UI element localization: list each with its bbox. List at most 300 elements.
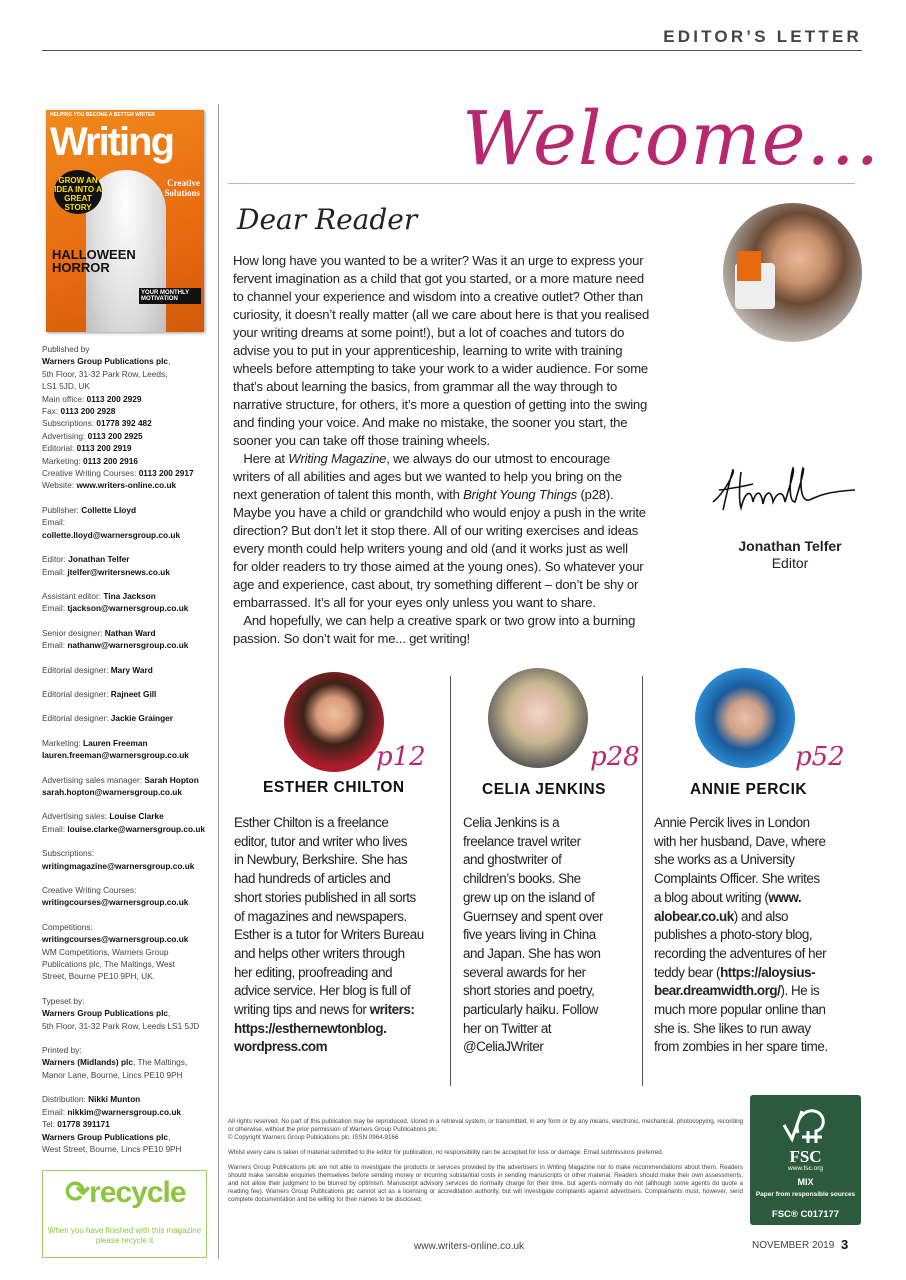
text-segment: Printed by: bbox=[42, 1045, 82, 1056]
bio-line bbox=[234, 964, 424, 983]
info-line bbox=[42, 774, 214, 786]
text-segment: teddy bear ( bbox=[654, 964, 721, 980]
contributor-name: CELIA JENKINS bbox=[482, 781, 606, 798]
letter-line bbox=[233, 432, 663, 450]
info-line bbox=[42, 590, 214, 602]
text-segment: Maybe you have a child or grandchild who would enjoy a push in the write bbox=[233, 505, 646, 520]
text-segment: direction? But don’t let it stop there. All of our writing exercises and ideas bbox=[233, 523, 639, 538]
bio-line bbox=[463, 851, 603, 870]
text-segment: age and experience, cast about, try something different – don’t be shy or bbox=[233, 577, 639, 592]
bio-line bbox=[234, 1020, 424, 1039]
text-segment: ) and also bbox=[733, 908, 789, 924]
publisher-info bbox=[42, 343, 214, 1167]
text-segment: Published by bbox=[42, 344, 90, 354]
legal-advertisers: Warners Group Publications plc are not able to investigate the products or services provided by the advertisers in Writing Magazine nor to make recommendations about them. Readers should make sensible enquiries themselves before sending money or incurring substantial costs in sending manuscripts or other material. Readers should make their own assessments, and not allow their judgment to be blurred by optimism. Manuscript advisory services do normally charge for their time, but agents normally do not (although some agents do quote a reading fee). Warners Group Publications plc cannot act as a licensing or accreditation authority, but will investigate complaints against advertisers. Complainants must, however, send complete documentation and be willing for their names to be disclosed. bbox=[228, 1164, 743, 1203]
text-segment: Publications plc, The Maltings, West bbox=[42, 959, 175, 970]
text-segment: Creative Writing Courses: bbox=[42, 885, 137, 895]
info-line bbox=[42, 847, 214, 859]
text-segment: LS1 5JD, UK bbox=[42, 381, 90, 392]
text-segment: Creative Writing Courses: bbox=[42, 468, 139, 479]
text-segment: Esther Chilton is a freelance bbox=[234, 815, 389, 830]
bio-line bbox=[463, 870, 603, 889]
text-segment: Collette Lloyd bbox=[81, 504, 137, 515]
info-line bbox=[42, 627, 214, 639]
text-segment: West Street, Bourne, Lincs PE10 9PH bbox=[42, 1143, 182, 1154]
info-line bbox=[42, 516, 214, 528]
bio-line bbox=[234, 908, 424, 927]
text-segment: Email: bbox=[42, 517, 66, 528]
info-line bbox=[42, 504, 214, 516]
letter-line bbox=[233, 324, 663, 342]
cover-creative: Creative Solutions bbox=[164, 178, 200, 198]
info-line bbox=[42, 737, 214, 749]
info-line bbox=[42, 380, 214, 392]
text-segment: ). He is bbox=[780, 983, 820, 999]
letter-line bbox=[233, 306, 663, 324]
letter-line bbox=[233, 522, 663, 540]
text-segment: 0113 200 2928 bbox=[60, 406, 116, 417]
text-segment: and Japan. She has won bbox=[463, 945, 601, 961]
text-segment: embarrassed. It’s all for your eyes only unless you want to share. bbox=[233, 595, 596, 610]
info-line bbox=[42, 393, 214, 405]
text-segment: Publisher: bbox=[42, 504, 82, 515]
text-segment: 0113 200 2916 bbox=[83, 455, 138, 466]
info-line bbox=[42, 1118, 214, 1130]
text-segment: Esther is a tutor for Writers Bureau bbox=[234, 927, 424, 943]
info-line bbox=[42, 417, 214, 429]
info-block bbox=[42, 847, 214, 872]
text-segment: Here at bbox=[233, 451, 289, 466]
sidebar-divider bbox=[218, 104, 219, 1259]
info-line bbox=[42, 566, 214, 578]
bio-line bbox=[463, 1038, 603, 1057]
info-block bbox=[42, 884, 214, 909]
bio-line bbox=[654, 926, 828, 945]
text-segment: Warners Group Publications plc bbox=[42, 1131, 169, 1142]
text-segment: Complaints Officer. She writes bbox=[654, 871, 820, 887]
cover-motivation: YOUR MONTHLY MOTIVATION bbox=[139, 288, 201, 304]
text-segment: fervent imagination as a child that got you started, or a more mature need bbox=[233, 271, 644, 286]
text-segment: and ghostwriter of bbox=[463, 852, 562, 868]
info-block bbox=[42, 590, 214, 615]
page-ref: p12 bbox=[376, 742, 426, 772]
text-segment: 0113 200 2919 bbox=[76, 443, 132, 454]
text-segment: Advertising sales: bbox=[42, 811, 110, 822]
text-segment: recording the adventures of her bbox=[654, 945, 827, 961]
info-line bbox=[42, 995, 214, 1007]
text-segment: curiosity, it doesn’t really matter (all we care about here is that you realised bbox=[233, 307, 650, 322]
text-segment: @CeliaJWriter bbox=[463, 1039, 544, 1055]
bio-line bbox=[463, 833, 603, 852]
text-segment: her on Twitter at bbox=[463, 1020, 552, 1036]
bio-line bbox=[463, 945, 603, 964]
footer-url[interactable]: www.writers-online.co.uk bbox=[414, 1241, 525, 1252]
bio-line bbox=[463, 814, 603, 833]
text-segment: Warners Group Publications plc bbox=[42, 1008, 169, 1019]
fsc-code: FSC® C017177 bbox=[771, 1209, 840, 1220]
letter-line bbox=[233, 252, 663, 270]
letter-line bbox=[233, 612, 663, 630]
text-segment: sarah.hopton@warnersgroup.co.uk bbox=[42, 786, 182, 797]
info-line bbox=[42, 810, 214, 822]
text-segment: much more popular online than bbox=[654, 1002, 826, 1018]
letter-line bbox=[233, 630, 663, 648]
contributor-name: ANNIE PERCIK bbox=[690, 781, 808, 798]
info-line bbox=[42, 602, 214, 614]
text-segment: Editorial: bbox=[42, 443, 77, 454]
info-line bbox=[42, 639, 214, 651]
editor-role: Editor bbox=[771, 555, 809, 571]
text-segment: Marketing: bbox=[42, 455, 84, 466]
text-segment: that’s about learning the basics, from grammar all the way through to bbox=[233, 379, 618, 394]
cover-headline: HALLOWEEN HORROR bbox=[52, 247, 136, 275]
letter-line bbox=[233, 558, 663, 576]
info-block bbox=[42, 664, 214, 676]
text-segment: 5th Floor, 31-32 Park Row, Leeds LS1 5JD bbox=[42, 1020, 200, 1031]
greeting: Dear Reader bbox=[237, 203, 418, 236]
bio-line bbox=[234, 889, 424, 908]
text-segment: Advertising: bbox=[42, 430, 88, 441]
letter-line bbox=[233, 414, 663, 432]
text-segment: (p28). bbox=[577, 487, 614, 502]
info-line bbox=[42, 786, 214, 798]
bio-line bbox=[654, 1001, 828, 1020]
info-line bbox=[42, 970, 214, 982]
text-segment: Subscriptions: bbox=[42, 848, 95, 859]
info-line bbox=[42, 553, 214, 565]
text-segment: sooner you can take off those training wheels. bbox=[233, 433, 490, 448]
text-segment: she works as a University bbox=[654, 852, 795, 868]
info-line bbox=[42, 896, 214, 908]
letter-line bbox=[233, 540, 663, 558]
info-line bbox=[42, 1106, 214, 1118]
text-segment: Mary Ward bbox=[110, 664, 153, 675]
info-line bbox=[42, 1143, 214, 1155]
bio-line bbox=[463, 964, 603, 983]
text-segment: she is. She likes to run away bbox=[654, 1020, 811, 1036]
text-segment: How long have you wanted to be a writer? Was it an urge to express your bbox=[233, 253, 644, 268]
text-segment: 01778 392 482 bbox=[96, 418, 152, 429]
bio-line bbox=[463, 1020, 603, 1039]
letter-line bbox=[233, 342, 663, 360]
text-segment: Tina Jackson bbox=[103, 590, 156, 601]
info-line bbox=[42, 405, 214, 417]
info-line bbox=[42, 1131, 214, 1143]
bio-line bbox=[654, 870, 828, 889]
text-segment: Guernsey and spent over bbox=[463, 908, 604, 924]
contributor-bio bbox=[234, 814, 424, 1057]
bio-line bbox=[463, 926, 603, 945]
fsc-logo: FSC bbox=[789, 1147, 822, 1166]
column-divider bbox=[642, 676, 643, 1086]
info-line bbox=[42, 958, 214, 970]
bio-line bbox=[463, 889, 603, 908]
text-segment: https://aloysius- bbox=[720, 964, 816, 980]
bio-line bbox=[654, 814, 828, 833]
text-segment: writingcourses@warnersgroup.co.uk bbox=[42, 897, 189, 908]
info-line bbox=[42, 823, 214, 835]
text-segment: , bbox=[168, 1008, 171, 1019]
info-line bbox=[42, 933, 214, 945]
fsc-url: www.fsc.org bbox=[787, 1165, 824, 1172]
text-segment: Email: bbox=[42, 640, 68, 651]
text-segment: 5th Floor, 31-32 Park Row, Leeds, bbox=[42, 368, 168, 379]
text-segment: her editing, proofreading and bbox=[234, 964, 393, 980]
text-segment: advice service. Her blog is full of bbox=[234, 983, 411, 999]
letter-line bbox=[233, 360, 663, 378]
text-segment: Editorial designer: bbox=[42, 713, 111, 724]
text-segment: Lauren Freeman bbox=[83, 737, 148, 748]
info-block bbox=[42, 688, 214, 700]
text-segment: Sarah Hopton bbox=[144, 774, 199, 785]
text-segment: passion. So don’t wait for me... get writing! bbox=[233, 631, 470, 646]
text-segment: nikkim@warnersgroup.co.uk bbox=[67, 1106, 182, 1117]
info-block bbox=[42, 774, 214, 799]
text-segment: , we always do our utmost to encourage bbox=[386, 451, 611, 466]
text-segment: grew up on the island of bbox=[463, 889, 595, 905]
letter-line bbox=[233, 486, 663, 504]
text-segment: several awards for her bbox=[463, 964, 586, 980]
fsc-badge bbox=[750, 1095, 861, 1225]
editor-name: Jonathan Telfer bbox=[738, 538, 842, 554]
text-segment: , The Maltings, bbox=[132, 1057, 188, 1068]
text-segment: tjackson@warnersgroup.co.uk bbox=[67, 603, 189, 614]
text-segment: Warners Group Publications plc bbox=[42, 356, 169, 367]
text-segment: Competitions: bbox=[42, 921, 93, 932]
contributor-photo bbox=[284, 672, 384, 772]
text-segment: Editorial designer: bbox=[42, 664, 111, 675]
text-segment: narrative structure, for others, it’s more a question of getting into the swing bbox=[233, 397, 648, 412]
text-segment: Subscriptions: bbox=[42, 418, 97, 429]
letter-line bbox=[233, 576, 663, 594]
text-segment: https://esthernewtonblog. bbox=[234, 1020, 387, 1036]
column-divider bbox=[450, 676, 451, 1086]
text-segment: jtelfer@writersnews.co.uk bbox=[67, 566, 170, 577]
text-segment: , bbox=[168, 356, 171, 367]
text-segment: writing tips and news for bbox=[234, 1002, 370, 1018]
text-segment: advise you to put in your apprenticeship, learning to write with training bbox=[233, 343, 623, 358]
text-segment: Louise Clarke bbox=[109, 811, 164, 822]
text-segment: Jonathan Telfer bbox=[68, 554, 130, 565]
text-segment: short stories published in all sorts bbox=[234, 889, 416, 905]
bio-line bbox=[463, 908, 603, 927]
letter-line bbox=[233, 468, 663, 486]
text-segment: 0113 200 2925 bbox=[87, 430, 143, 441]
text-segment: a blog about writing ( bbox=[654, 889, 769, 905]
text-segment: Email: bbox=[42, 1106, 68, 1117]
fsc-paper: Paper from responsible sources bbox=[755, 1191, 856, 1198]
text-segment: Street, Bourne PE10 9PH, UK. bbox=[42, 971, 155, 982]
contributor-photo bbox=[488, 668, 588, 768]
info-line bbox=[42, 467, 214, 479]
text-segment: Senior designer: bbox=[42, 627, 105, 638]
page-ref: p52 bbox=[795, 742, 845, 772]
fsc-mix: MIX bbox=[797, 1177, 814, 1187]
text-segment: publishes a photo-story blog, bbox=[654, 927, 813, 943]
info-block bbox=[42, 712, 214, 724]
page-ref: p28 bbox=[590, 742, 640, 772]
text-segment: to channel your experience and wisdom into a creative outlet? Other than bbox=[233, 289, 643, 304]
text-segment: 0113 200 2917 bbox=[138, 468, 194, 479]
info-block bbox=[42, 627, 214, 652]
bio-line bbox=[234, 945, 424, 964]
text-segment: editor, tutor and writer who lives bbox=[234, 833, 407, 849]
text-segment: with her husband, Dave, where bbox=[654, 833, 826, 849]
fsc-tree-icon bbox=[780, 1103, 830, 1147]
text-segment: every month could help writers young and old (and it works just as well bbox=[233, 541, 628, 556]
text-segment: Website: bbox=[42, 480, 77, 491]
letter-line bbox=[233, 270, 663, 288]
text-segment: Advertising sales manager: bbox=[42, 774, 145, 785]
text-segment: And hopefully, we can help a creative spark or two grow into a burning bbox=[233, 613, 636, 628]
text-segment: for older readers to try those aimed at the young ones). So whatever your bbox=[233, 559, 644, 574]
text-segment: alobear.co.uk bbox=[654, 908, 734, 924]
info-line bbox=[42, 430, 214, 442]
editor-signature bbox=[705, 462, 865, 522]
contributor-bio bbox=[463, 814, 603, 1057]
text-segment: wheels before attempting to take your work to a wider audience. For some bbox=[233, 361, 649, 376]
text-segment: writers of all abilities and ages but we wanted to help you bring on the bbox=[233, 469, 622, 484]
info-block bbox=[42, 1044, 214, 1081]
text-segment: had hundreds of articles and bbox=[234, 871, 391, 887]
text-segment: Annie Percik lives in London bbox=[654, 815, 810, 830]
text-segment: Editor: bbox=[42, 554, 69, 565]
info-line bbox=[42, 1056, 214, 1068]
letter-body bbox=[233, 252, 663, 648]
bio-line bbox=[654, 889, 828, 908]
info-line bbox=[42, 921, 214, 933]
info-block bbox=[42, 995, 214, 1032]
bio-line bbox=[234, 926, 424, 945]
recycle-message: When you have finished with this magazine please recycle it bbox=[47, 1226, 202, 1245]
info-line bbox=[42, 355, 214, 367]
text-segment: Manor Lane, Bourne, Lincs PE10 9PH bbox=[42, 1069, 183, 1080]
bio-line bbox=[234, 1038, 424, 1057]
text-segment: www.writers-online.co.uk bbox=[76, 480, 177, 491]
bio-line bbox=[234, 982, 424, 1001]
text-segment: five years living in China bbox=[463, 927, 596, 943]
bio-line bbox=[234, 870, 424, 889]
bio-line bbox=[463, 982, 603, 1001]
welcome-heading: Welcome... bbox=[462, 96, 881, 182]
text-segment: and helps other writers through bbox=[234, 945, 405, 961]
contributor-name: ESTHER CHILTON bbox=[263, 779, 405, 796]
info-line bbox=[42, 664, 214, 676]
bio-line bbox=[654, 1038, 828, 1057]
info-line bbox=[42, 529, 214, 541]
text-segment: Email: bbox=[42, 566, 68, 577]
header-divider bbox=[42, 50, 862, 51]
text-segment: Rajneet Gill bbox=[110, 688, 157, 699]
bio-line bbox=[463, 1001, 603, 1020]
text-segment: Tel: bbox=[42, 1119, 58, 1130]
info-line bbox=[42, 749, 214, 761]
text-segment: Warners (Midlands) plc bbox=[42, 1057, 133, 1068]
info-line bbox=[42, 860, 214, 872]
info-line bbox=[42, 1093, 214, 1105]
text-segment: louise.clarke@warnersgroup.co.uk bbox=[67, 823, 206, 834]
text-segment: Editorial designer: bbox=[42, 688, 111, 699]
text-segment: Email: bbox=[42, 603, 68, 614]
text-segment: wordpress.com bbox=[234, 1039, 328, 1055]
text-segment: and finding your voice. And make no mistake, the sooner you start, the bbox=[233, 415, 628, 430]
recycle-badge bbox=[42, 1170, 207, 1258]
text-segment: children’s books. She bbox=[463, 871, 581, 887]
text-segment: of magazines and newspapers. bbox=[234, 908, 407, 924]
text-segment: Bright Young Things bbox=[463, 487, 578, 502]
info-line bbox=[42, 1044, 214, 1056]
info-block bbox=[42, 921, 214, 983]
text-segment: lauren.freeman@warnersgroup.co.uk bbox=[42, 750, 189, 761]
text-segment: bear.dreamwidth.org/ bbox=[654, 983, 781, 999]
text-segment: Main office: bbox=[42, 393, 87, 404]
info-line bbox=[42, 712, 214, 724]
text-segment: Jackie Grainger bbox=[110, 713, 173, 724]
info-block bbox=[42, 343, 214, 492]
text-segment: Email: bbox=[42, 823, 68, 834]
info-block bbox=[42, 737, 214, 762]
text-segment: nathanw@warnersgroup.co.uk bbox=[67, 640, 189, 651]
text-segment: from zombies in her spare time. bbox=[654, 1039, 828, 1055]
bio-line bbox=[234, 833, 424, 852]
text-segment: short stories and poetry, bbox=[463, 983, 595, 999]
text-segment: Nikki Munton bbox=[88, 1094, 141, 1105]
info-block bbox=[42, 810, 214, 835]
bio-line bbox=[654, 851, 828, 870]
info-line bbox=[42, 946, 214, 958]
text-segment: writingmagazine@warnersgroup.co.uk bbox=[42, 860, 195, 871]
text-segment: freelance travel writer bbox=[463, 833, 581, 849]
text-segment: writers: bbox=[369, 1002, 415, 1018]
letter-line bbox=[233, 288, 663, 306]
info-line bbox=[42, 1020, 214, 1032]
text-segment: Typeset by: bbox=[42, 995, 85, 1006]
text-segment: particularly haiku. Follow bbox=[463, 1002, 598, 1018]
text-segment: 01778 391171 bbox=[57, 1119, 110, 1130]
text-segment: Fax: bbox=[42, 406, 61, 417]
text-segment: www. bbox=[768, 889, 802, 905]
info-line bbox=[42, 884, 214, 896]
text-segment: next generation of talent this month, with bbox=[233, 487, 464, 502]
info-line bbox=[42, 455, 214, 467]
info-line bbox=[42, 442, 214, 454]
text-segment: your writing dreams at some point!), but a lot of coaches and tutors do bbox=[233, 325, 625, 340]
contributor-photo bbox=[695, 668, 795, 768]
text-segment: Nathan Ward bbox=[104, 627, 156, 638]
page-number: 3 bbox=[841, 1237, 849, 1252]
bio-line bbox=[654, 1020, 828, 1039]
bio-line bbox=[234, 1001, 424, 1020]
info-line bbox=[42, 1069, 214, 1081]
text-segment: Writing Magazine bbox=[288, 451, 387, 466]
letter-line bbox=[233, 594, 663, 612]
text-segment: 0113 200 2929 bbox=[86, 393, 142, 404]
letter-line bbox=[233, 378, 663, 396]
text-segment: Assistant editor: bbox=[42, 590, 104, 601]
bio-line bbox=[654, 908, 828, 927]
info-line bbox=[42, 368, 214, 380]
text-segment: Celia Jenkins is a bbox=[463, 815, 560, 830]
info-block bbox=[42, 504, 214, 541]
section-title: EDITOR’S LETTER bbox=[663, 27, 862, 46]
text-segment: in Newbury, Berkshire. She has bbox=[234, 852, 408, 868]
letter-line bbox=[233, 396, 663, 414]
recycle-logo: ⟳recycle bbox=[65, 1176, 186, 1209]
editor-photo bbox=[723, 203, 862, 342]
letter-line bbox=[233, 504, 663, 522]
text-segment: , bbox=[168, 1131, 171, 1142]
info-block bbox=[42, 1093, 214, 1155]
